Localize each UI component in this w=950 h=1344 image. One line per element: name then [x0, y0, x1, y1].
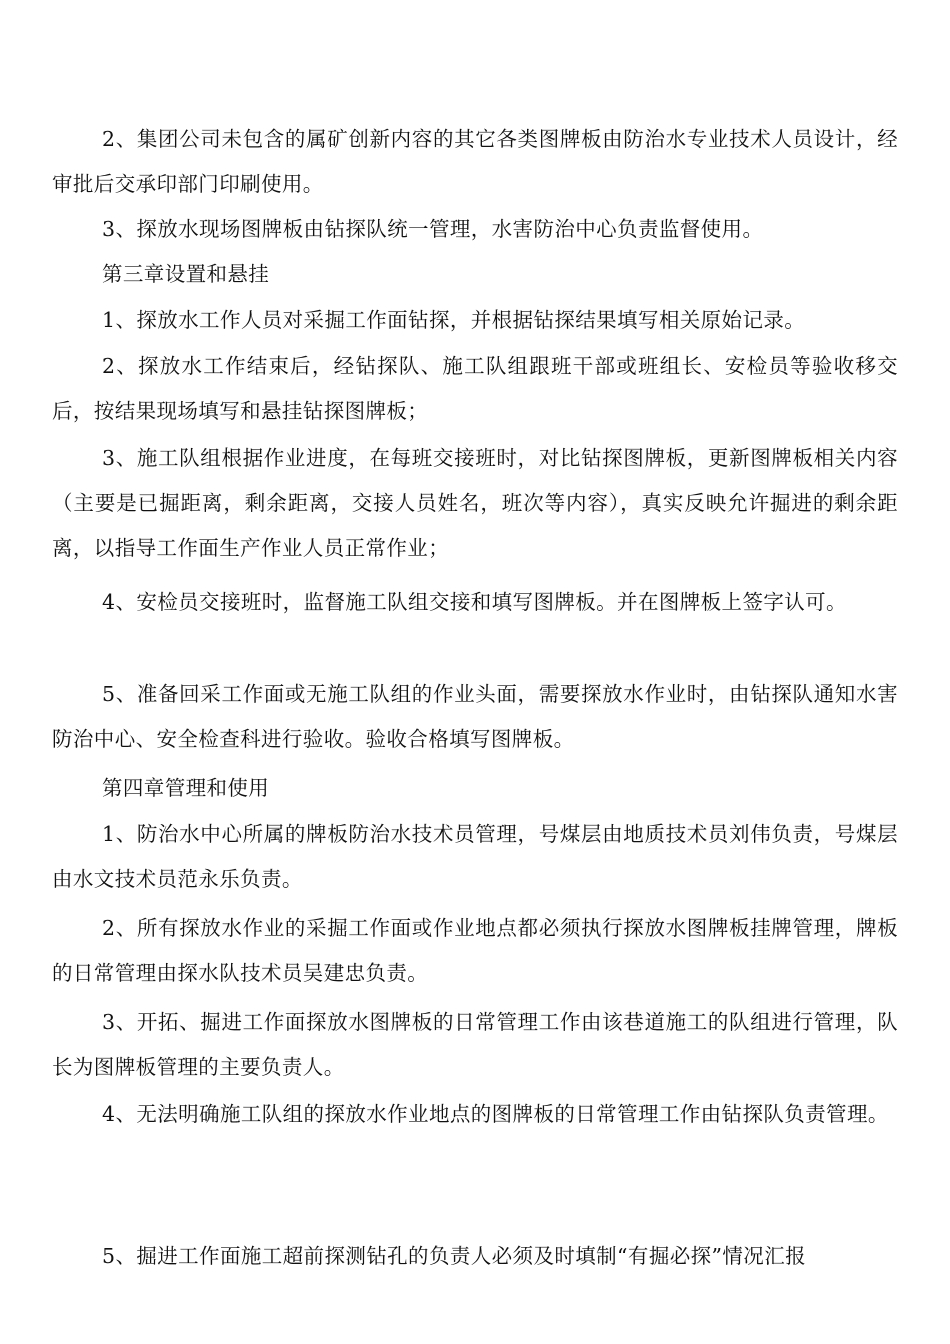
paragraph-item-3-management: 3、探放水现场图牌板由钻探队统一管理，水害防治中心负责监督使用。	[102, 217, 764, 241]
paragraph-item-2-design: 2、集团公司未包含的属矿创新内容的其它各类图牌板由防治水专业技术人员设计，经审批后交承印部门印刷使用。	[52, 127, 898, 196]
paragraph-item-1-technicians: 1、防治水中心所属的牌板防治水技术员管理，号煤层由地质技术员刘伟负责，号煤层由水文技术员范永乐负责。	[52, 822, 898, 891]
paragraph-item-2-tagging: 2、所有探放水作业的采掘工作面或作业地点都必须执行探放水图牌板挂牌管理，牌板的日常管理由探水队技术员吴建忠负责。	[52, 916, 898, 985]
paragraph-item-1-drilling: 1、探放水工作人员对采掘工作面钻探，并根据钻探结果填写相关原始记录。	[102, 308, 806, 332]
chapter-four-heading: 第四章管理和使用	[102, 776, 270, 800]
paragraph-item-4-drilling-team: 4、无法明确施工队组的探放水作业地点的图牌板的日常管理工作由钻探队负责管理。	[102, 1102, 889, 1126]
paragraph-item-2-acceptance: 2、探放水工作结束后，经钻探队、施工队组跟班干部或班组长、安检员等验收移交后，按结果现场填写和悬挂钻探图牌板；	[52, 354, 898, 423]
paragraph-item-4-inspector: 4、安检员交接班时，监督施工队组交接和填写图牌板。并在图牌板上签字认可。	[102, 590, 847, 614]
chapter-three-heading: 第三章设置和悬挂	[102, 262, 270, 286]
paragraph-item-3-team-leader: 3、开拓、掘进工作面探放水图牌板的日常管理工作由该巷道施工的队组进行管理，队长为图牌板管理的主要负责人。	[52, 1010, 898, 1079]
paragraph-item-3-update: 3、施工队组根据作业进度，在每班交接班时，对比钻探图牌板，更新图牌板相关内容（主要是已掘距离，剩余距离，交接人员姓名，班次等内容），真实反映允许掘进的剩余距离，以指导工作面生产作业人员正常作业；	[52, 446, 898, 560]
paragraph-item-5-notification: 5、准备回采工作面或无施工队组的作业头面，需要探放水作业时，由钻探队通知水害防治中心、安全检查科进行验收。验收合格填写图牌板。	[52, 682, 898, 751]
paragraph-item-5-report: 5、掘进工作面施工超前探测钻孔的负责人必须及时填制“有掘必探”情况汇报	[102, 1244, 807, 1268]
